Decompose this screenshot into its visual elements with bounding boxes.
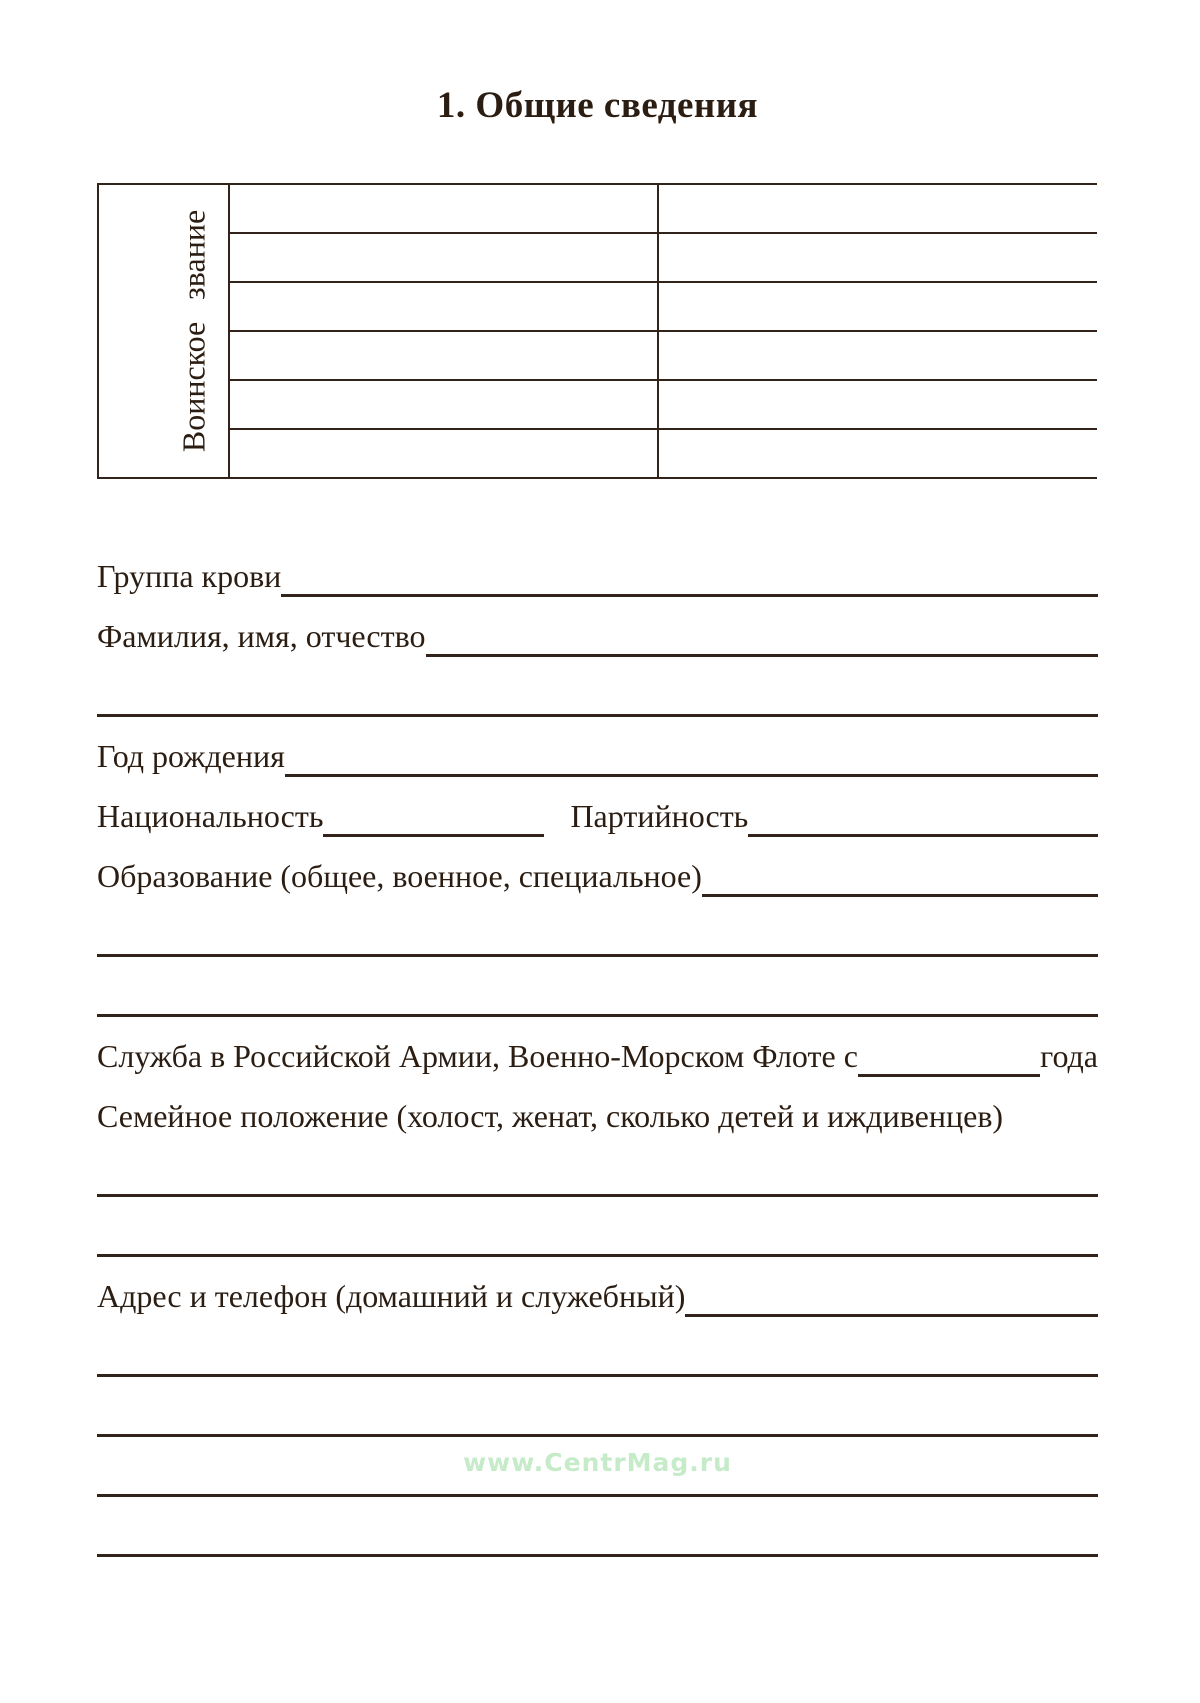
rank-cell-middle <box>230 381 659 428</box>
full-name-label: Фамилия, имя, отчество <box>97 618 426 654</box>
blank-writing-row <box>97 1497 1098 1557</box>
education-label: Образование (общее, военное, специальное) <box>97 858 702 894</box>
party-writing-line <box>748 834 1098 837</box>
field-full-name <box>97 597 1098 657</box>
rank-cell-middle <box>230 430 659 477</box>
table-row <box>230 381 1097 430</box>
blank-writing-row <box>97 657 1098 717</box>
writing-line <box>97 1254 1098 1257</box>
service-label: Служба в Российской Армии, Военно-Морском Флоте с <box>97 1038 858 1074</box>
writing-line <box>97 1194 1098 1197</box>
field-birth-year <box>97 717 1098 777</box>
service-year-suffix: года <box>1040 1038 1098 1074</box>
rank-cell-right <box>659 332 1097 379</box>
watermark: www.CentrMag.ru <box>463 1448 732 1477</box>
blank-writing-row <box>97 957 1098 1017</box>
writing-line <box>97 714 1098 717</box>
rank-cell-middle <box>230 234 659 281</box>
table-row <box>230 283 1097 332</box>
blank-writing-row <box>97 1137 1098 1197</box>
military-rank-table <box>97 183 1097 479</box>
birth-year-label: Год рождения <box>97 738 285 774</box>
writing-line <box>97 1554 1098 1557</box>
address-phone-label: Адрес и телефон (домашний и служебный) <box>97 1278 686 1314</box>
rank-cell-right <box>659 283 1097 330</box>
birth-year-writing-line <box>285 774 1098 777</box>
writing-line <box>97 1014 1098 1017</box>
blood-group-writing-line <box>281 594 1098 597</box>
field-address-phone <box>97 1257 1098 1317</box>
writing-line <box>97 1434 1098 1437</box>
rank-header-label: Воинское звание <box>175 209 211 453</box>
family-status-label: Семейное положение (холост, женат, сколько детей и иждивенцев) <box>97 1098 1004 1134</box>
rank-entry-grid <box>230 185 1097 477</box>
rank-cell-middle <box>230 185 659 232</box>
table-row <box>230 332 1097 381</box>
writing-line <box>97 1494 1098 1497</box>
writing-line <box>97 1374 1098 1377</box>
field-education <box>97 837 1098 897</box>
education-writing-line <box>702 894 1098 897</box>
rank-cell-right <box>659 430 1097 477</box>
rank-header-cell <box>99 185 230 477</box>
nationality-label: Национальность <box>97 798 324 834</box>
table-row <box>230 185 1097 234</box>
writing-line <box>97 954 1098 957</box>
blood-group-label: Группа крови <box>97 558 282 594</box>
blank-writing-row <box>97 1377 1098 1437</box>
rank-cell-right <box>659 234 1097 281</box>
service-year-writing-line <box>858 1074 1040 1077</box>
field-blood-group <box>97 537 1098 597</box>
party-label: Партийность <box>570 798 749 834</box>
rank-cell-right <box>659 381 1097 428</box>
nationality-writing-line <box>323 834 544 837</box>
table-row <box>230 430 1097 477</box>
blank-writing-row <box>97 1197 1098 1257</box>
field-nationality-party <box>97 777 1098 837</box>
general-info-form <box>97 537 1098 1557</box>
rank-cell-middle <box>230 332 659 379</box>
table-row <box>230 234 1097 283</box>
full-name-writing-line <box>426 654 1099 657</box>
blank-writing-row <box>97 1317 1098 1377</box>
rank-cell-middle <box>230 283 659 330</box>
address-phone-writing-line <box>685 1314 1098 1317</box>
field-service-start <box>97 1017 1098 1077</box>
blank-writing-row <box>97 897 1098 957</box>
page-title: 1. Общие сведения <box>436 85 759 126</box>
rank-cell-right <box>659 185 1097 232</box>
field-family-status <box>97 1077 1098 1137</box>
